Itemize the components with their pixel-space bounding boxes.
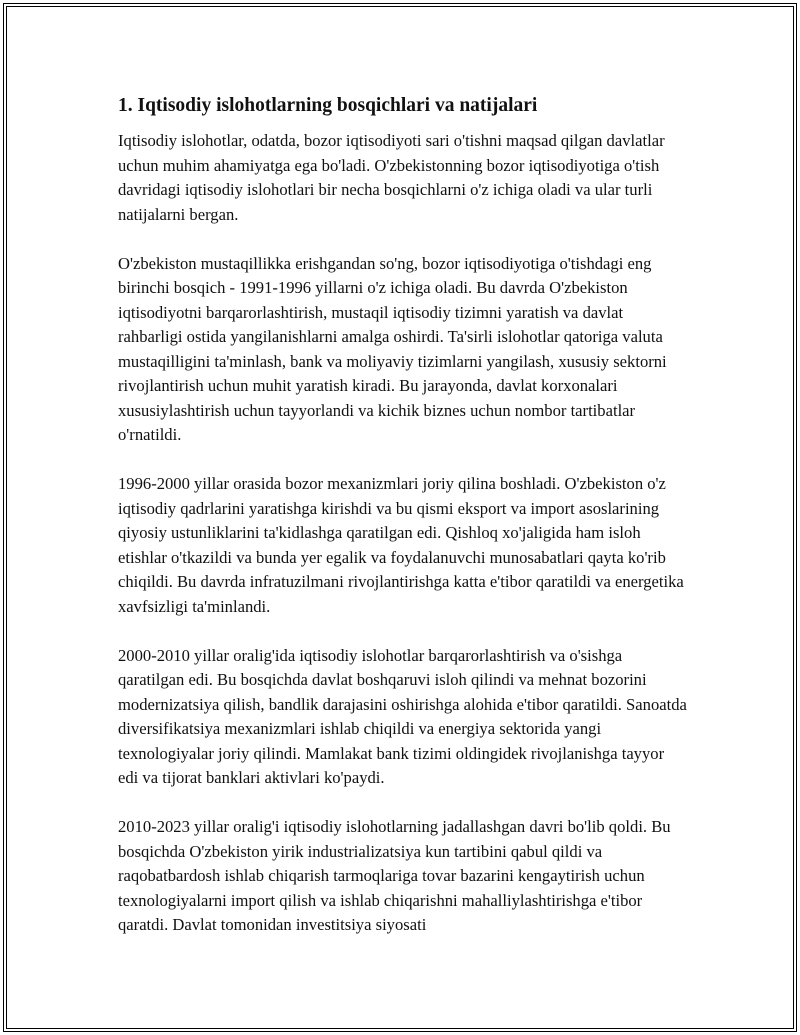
section-heading: 1. Iqtisodiy islohotlarning bosqichlari va natijalari xyxy=(118,95,538,116)
paragraph-1996-2000: 1996-2000 yillar orasida bozor mexanizmlari joriy qilina boshladi. O'zbekiston o'z iqtisodiy qadrlarini yaratishga kirishdi va bu qismi eksport va import asoslarining qiyosiy ustunliklarini ta'kidlashga qaratilgan edi. Qishloq xo'jaligida ham isloh etishlar o'tkazildi va bunda yer egalik va foydalanuvchi munosabatlari qayta ko'rib chiqildi. Bu davrda infratuzilmani rivojlantirishga katta e'tibor qaratildi va energetika xavfsizligi ta'minlandi. xyxy=(118,474,684,616)
paragraph-intro: Iqtisodiy islohotlar, odatda, bozor iqtisodiyoti sari o'tishni maqsad qilgan davlatlar uchun muhim ahamiyatga ega bo'ladi. O'zbekistonning bozor iqtisodiyotiga o'tish davridagi iqtisodiy islohotlari bir necha bosqichlarni o'z ichiga oladi va ular turli natijalarni bergan. xyxy=(118,131,665,224)
paragraph-2000-2010: 2000-2010 yillar oralig'ida iqtisodiy islohotlar barqarorlashtirish va o'sishga qaratilgan edi. Bu bosqichda davlat boshqaruvi isloh qilindi va mehnat bozorini modernizatsiya qilish, bandlik darajasini oshirishga alohida e'tibor qaratildi. Sanoatda diversifikatsiya mexanizmlari ishlab chiqildi va energiya sektorida yangi texnologiyalar joriy qilindi. Mamlakat bank tizimi oldingidek rivojlanishga tayyor edi va tijorat banklari aktivlari ko'paydi. xyxy=(118,645,687,787)
paragraph-1991-1996: O'zbekiston mustaqillikka erishgandan so'ng, bozor iqtisodiyotiga o'tishdagi eng birinchi bosqich - 1991-1996 yillarni o'z ichiga oladi. Bu davrda O'zbekiston iqtisodiyotni barqarorlashtirish, mustaqil iqtisodiy tizimni yaratish va davlat rahbarligi ostida yangilanishlarni amalga oshirdi. Ta'sirli islohotlar qatoriga valuta mustaqilligini ta'minlash, bank va moliyaviy tizimlarni yangilash, xususiy sektorni rivojlantirish uchun muhit yaratish kiradi. Bu jarayonda, davlat korxonalari xususiylashtirish uchun tayyorlandi va kichik biznes uchun nombor tartibatlar o'rnatildi. xyxy=(118,253,667,444)
paragraph-2010-2023: 2010-2023 yillar oralig'i iqtisodiy islohotlarning jadallashgan davri bo'lib qoldi. Bu bosqichda O'zbekiston yirik industrializatsiya kun tartibini qabul qildi va raqobatbardosh ishlab chiqarish tarmoqlariga tovar bazarini kengaytirish uchun texnologiyalarni import qilish va ishlab chiqarishni mahalliylashtirishga e'tibor qaratdi. Davlat tomonidan investitsiya siyosati xyxy=(118,817,671,934)
document-body xyxy=(118,93,688,962)
